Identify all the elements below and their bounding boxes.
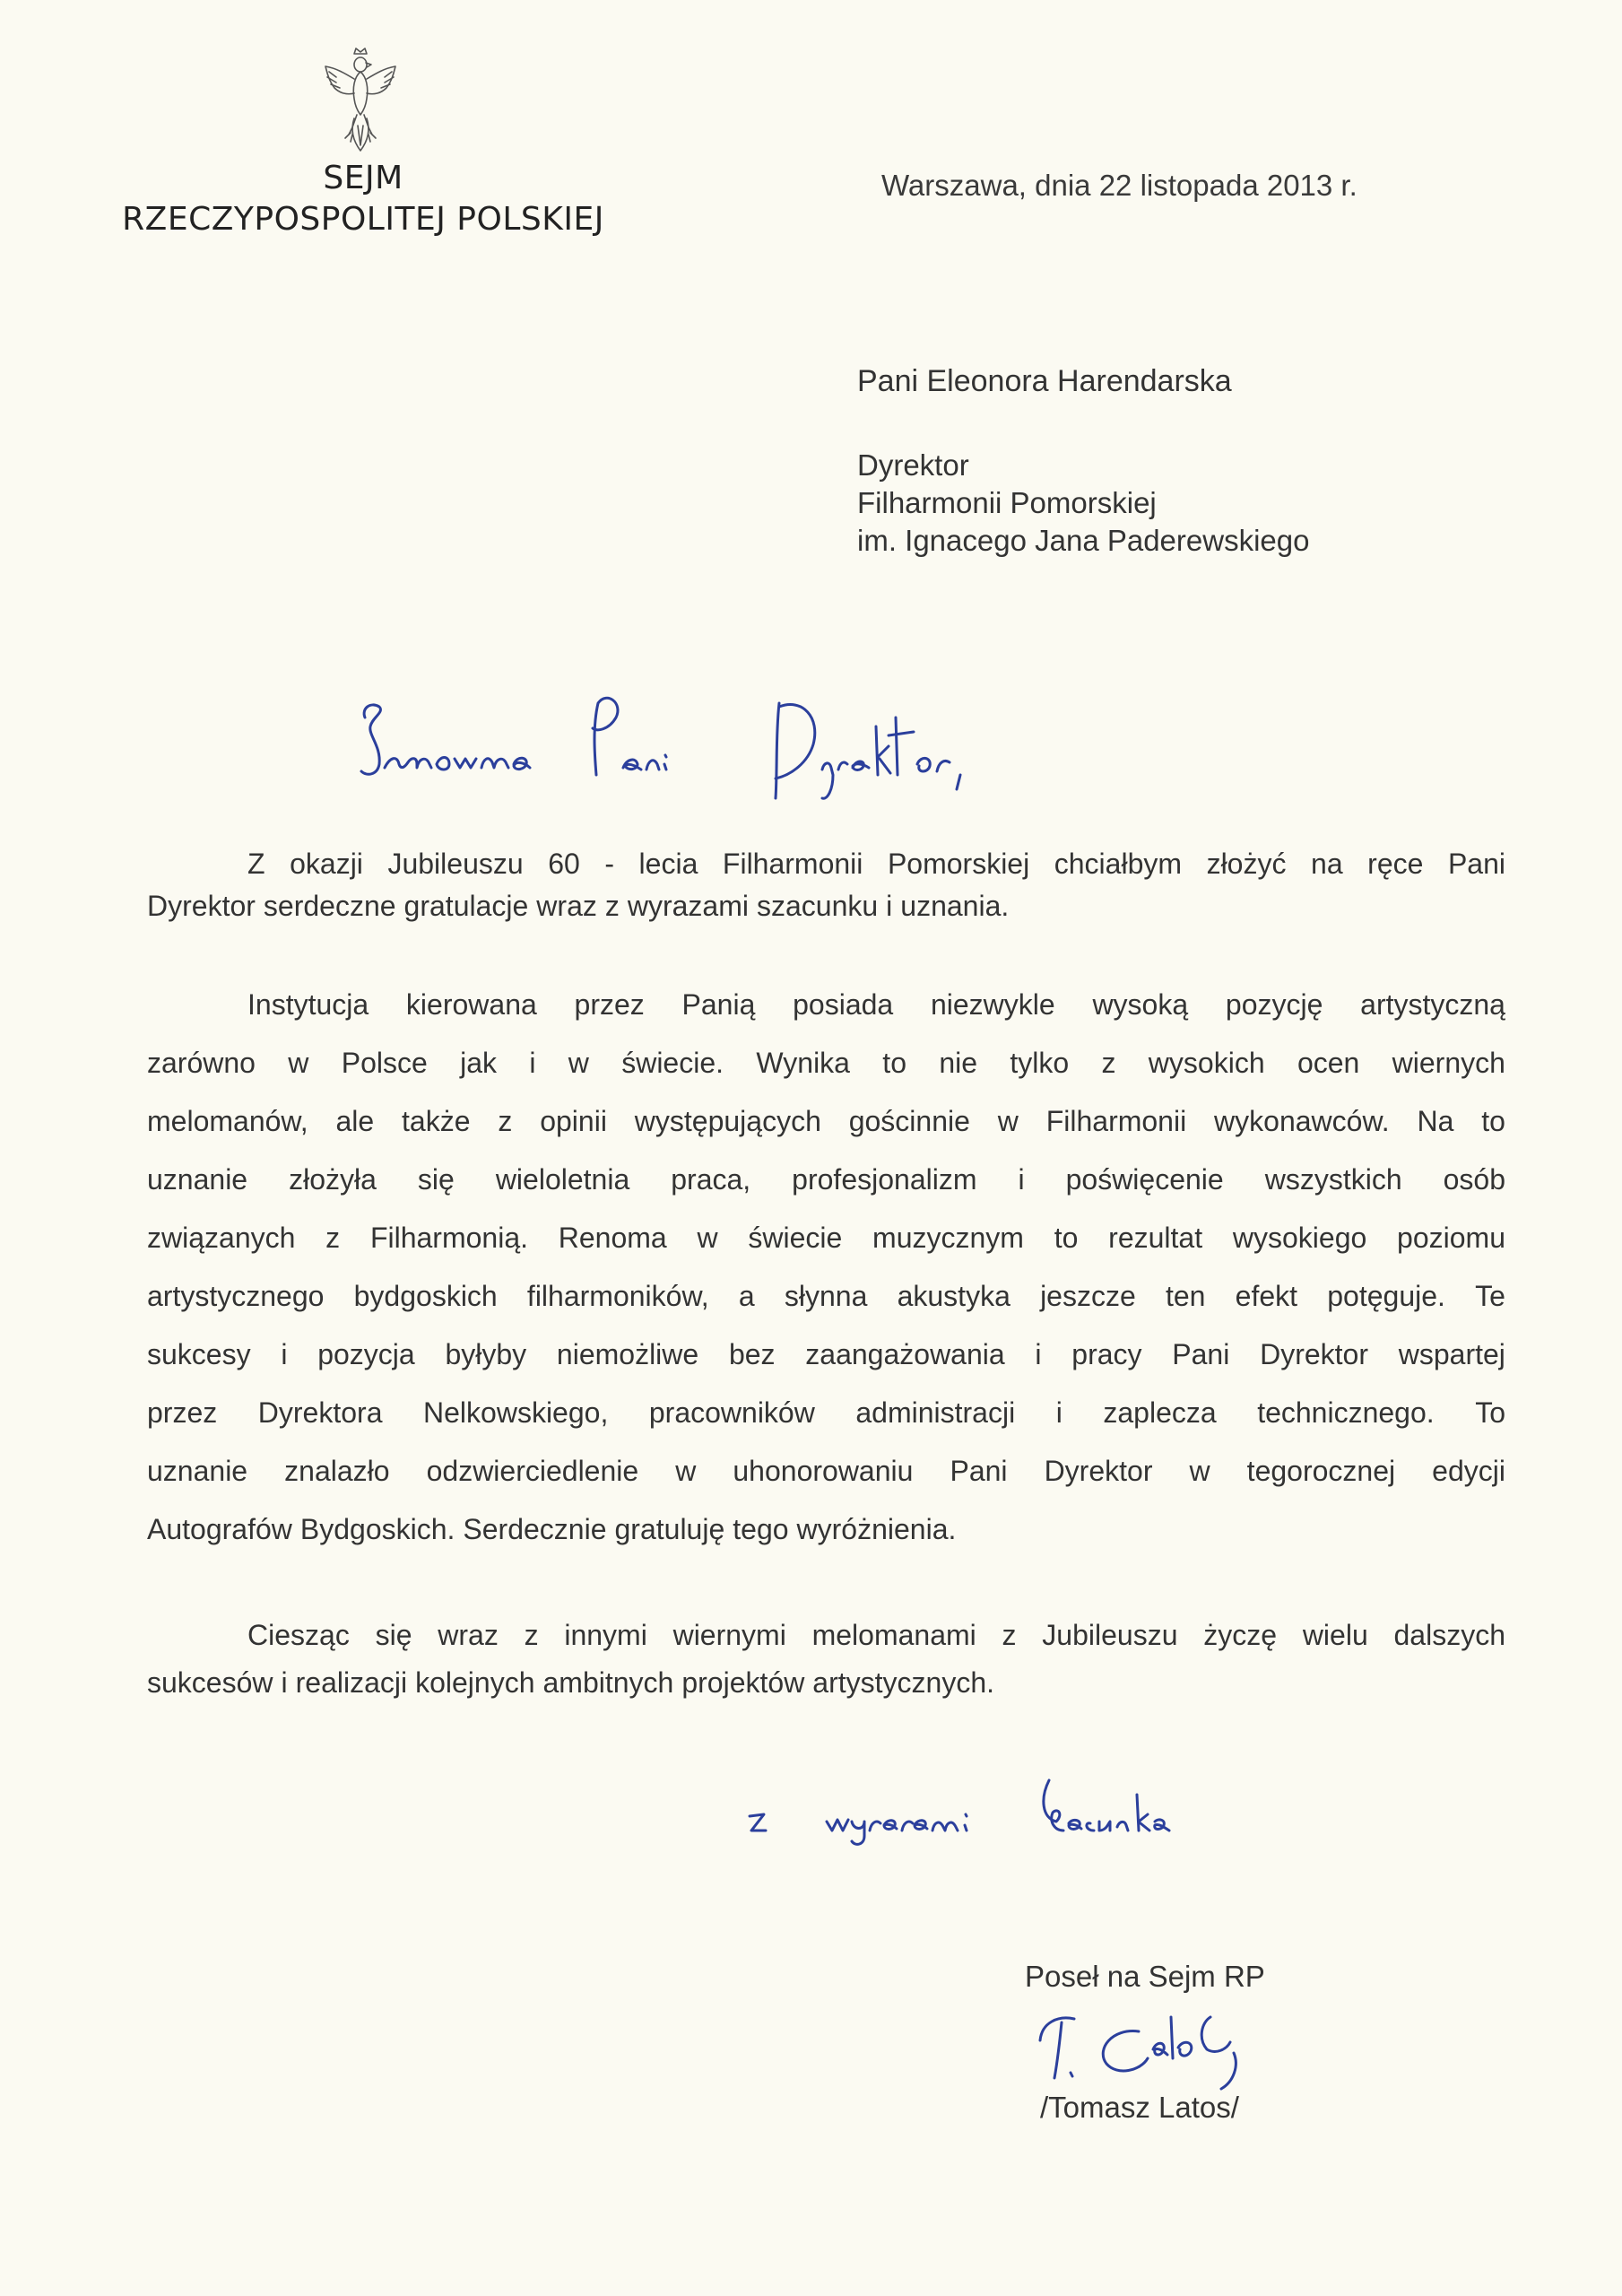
body-word: się: [417, 1163, 455, 1196]
body-word: rezultat: [1108, 1222, 1203, 1254]
handwritten-signature: [1031, 1996, 1300, 2094]
body-word: poświęcenie: [1065, 1163, 1224, 1196]
body-word: gościnnie: [848, 1105, 970, 1137]
body-word: w: [288, 1047, 309, 1079]
body-word: na: [1311, 848, 1343, 880]
body-line: [147, 890, 1505, 926]
body-line: [247, 988, 1505, 1024]
body-word: Autografów: [147, 1513, 292, 1545]
body-word: -: [604, 848, 614, 880]
body-word: Serdecznie: [463, 1513, 607, 1545]
org-line-1: SEJM: [323, 160, 403, 196]
body-word: to: [882, 1047, 906, 1079]
body-word: Dyrektor: [147, 890, 256, 922]
body-word: Bydgoskich.: [299, 1513, 455, 1545]
body-word: w: [675, 1455, 697, 1487]
body-word: pozycję: [1225, 988, 1323, 1021]
body-word: bez: [728, 1338, 776, 1370]
addressee-title-line: Filharmonii Pomorskiej: [857, 486, 1157, 519]
body-word: szacunku: [756, 890, 879, 922]
body-word: okazji: [290, 848, 363, 880]
body-word: tego: [733, 1513, 789, 1545]
body-word: i: [1035, 1338, 1042, 1370]
body-word: serdeczne: [263, 890, 396, 922]
body-word: przez: [147, 1396, 218, 1429]
body-word: także: [402, 1105, 471, 1137]
body-word: tegorocznej: [1246, 1455, 1396, 1487]
body-word: wykonawców.: [1214, 1105, 1390, 1137]
body-word: muzycznym: [872, 1222, 1024, 1254]
body-word: świecie.: [621, 1047, 724, 1079]
body-word: to: [1481, 1105, 1505, 1137]
body-word: Dyrektor: [1260, 1338, 1368, 1370]
body-word: zarówno: [147, 1047, 256, 1079]
body-line: [147, 1163, 1505, 1199]
body-word: w: [1189, 1455, 1210, 1487]
body-word: z: [524, 1619, 539, 1651]
body-word: uznania.: [900, 890, 1010, 922]
body-word: w: [997, 1105, 1019, 1137]
body-word: pracy: [1071, 1338, 1142, 1370]
body-word: Ciesząc: [247, 1619, 350, 1651]
body-word: posiada: [793, 988, 894, 1021]
handwritten-salutation: [354, 682, 1027, 825]
body-word: i: [529, 1047, 536, 1079]
body-line: [147, 1105, 1505, 1141]
body-word: sukcesy: [147, 1338, 251, 1370]
body-word: filharmoników,: [526, 1280, 709, 1312]
body-line: [147, 1666, 1505, 1702]
body-word: ambitnych: [542, 1666, 674, 1699]
body-word: artystyczną: [1360, 988, 1505, 1021]
body-word: zaplecza: [1103, 1396, 1217, 1429]
body-word: pracowników: [648, 1396, 815, 1429]
org-line-2: RZECZYPOSPOLITEJ POLSKIEJ: [122, 201, 604, 238]
body-word: w: [568, 1047, 589, 1079]
body-word: się: [375, 1619, 412, 1651]
body-word: profesjonalizm: [792, 1163, 977, 1196]
body-word: edycji: [1432, 1455, 1505, 1487]
addressee-title: [857, 447, 1309, 560]
body-word: Filharmonią.: [369, 1222, 528, 1254]
body-word: i: [1055, 1396, 1063, 1429]
body-word: opinii: [540, 1105, 607, 1137]
body-word: poziomu: [1397, 1222, 1505, 1254]
body-word: artystycznego: [147, 1280, 325, 1312]
body-line: [147, 1047, 1505, 1083]
body-word: złożyć: [1206, 848, 1287, 880]
body-word: i: [281, 1338, 288, 1370]
body-word: jak: [460, 1047, 497, 1079]
body-word: zaangażowania: [805, 1338, 1005, 1370]
body-word: kolejnych: [415, 1666, 535, 1699]
body-word: Wynika: [756, 1047, 850, 1079]
body-line: [147, 1396, 1505, 1432]
body-word: Pomorskiej: [887, 848, 1030, 880]
body-word: wieloletnia: [495, 1163, 630, 1196]
body-word: wysokiego: [1232, 1222, 1367, 1254]
body-word: i: [281, 1666, 288, 1699]
body-word: to: [1054, 1222, 1079, 1254]
body-word: Pani: [1447, 848, 1505, 880]
body-word: bydgoskich: [353, 1280, 498, 1312]
body-word: melomanów,: [147, 1105, 308, 1137]
body-word: praca,: [671, 1163, 751, 1196]
body-word: Nelkowskiego,: [423, 1396, 609, 1429]
body-word: uznanie: [147, 1455, 248, 1487]
body-word: wielu: [1302, 1619, 1368, 1651]
body-word: wyróżnienia.: [796, 1513, 957, 1545]
handwritten-closing: [744, 1771, 1282, 1852]
body-word: pozycja: [317, 1338, 415, 1370]
body-word: Dyrektora: [257, 1396, 383, 1429]
body-word: wiernych: [1392, 1047, 1505, 1079]
body-word: Pani: [1172, 1338, 1230, 1370]
body-word: Dyrektor: [1044, 1455, 1153, 1487]
body-word: a: [738, 1280, 755, 1312]
body-word: wiernymi: [672, 1619, 786, 1651]
body-word: realizacji: [295, 1666, 408, 1699]
body-word: osób: [1443, 1163, 1505, 1196]
body-word: Na: [1417, 1105, 1454, 1137]
body-word: gratulacje: [403, 890, 529, 922]
body-word: potęguje.: [1327, 1280, 1445, 1312]
body-word: Renoma: [558, 1222, 667, 1254]
organization-name: [81, 158, 646, 240]
body-word: wraz: [438, 1619, 499, 1651]
body-word: niezwykle: [930, 988, 1055, 1021]
signature-name: /Tomasz Latos/: [1040, 2091, 1239, 2124]
body-word: związanych: [147, 1222, 296, 1254]
body-word: byłyby: [445, 1338, 527, 1370]
body-word: administracji: [855, 1396, 1016, 1429]
body-word: złożyła: [289, 1163, 377, 1196]
body-word: Jubileuszu: [1042, 1619, 1178, 1651]
body-word: melomanami: [811, 1619, 976, 1651]
body-word: innymi: [564, 1619, 647, 1651]
body-word: z: [1002, 1619, 1017, 1651]
body-word: technicznego.: [1257, 1396, 1435, 1429]
body-word: Filharmonii: [1045, 1105, 1187, 1137]
body-line: [147, 1513, 1505, 1549]
body-word: słynna: [784, 1280, 868, 1312]
body-word: uznanie: [147, 1163, 248, 1196]
eagle-emblem-icon: [318, 47, 403, 154]
body-word: odzwierciedlenie: [426, 1455, 639, 1487]
letter-date: Warszawa, dnia 22 listopada 2013 r.: [881, 169, 1357, 202]
body-word: wysokich: [1148, 1047, 1265, 1079]
body-word: wyrazami: [627, 890, 749, 922]
addressee-title-line: Dyrektor: [857, 448, 969, 482]
body-word: jeszcze: [1040, 1280, 1136, 1312]
body-line: [147, 1338, 1505, 1374]
body-word: Pani: [950, 1455, 1008, 1487]
body-word: występujących: [634, 1105, 821, 1137]
body-word: gratuluję: [614, 1513, 725, 1545]
body-word: projektów: [681, 1666, 805, 1699]
body-line: [147, 1222, 1505, 1257]
body-word: sukcesów: [147, 1666, 273, 1699]
body-line: [247, 848, 1505, 883]
addressee-name: Pani Eleonora Harendarska: [857, 364, 1232, 398]
body-word: Polsce: [341, 1047, 428, 1079]
addressee-title-line: im. Ignacego Jana Paderewskiego: [857, 524, 1310, 557]
body-word: dalszych: [1393, 1619, 1505, 1651]
body-word: z: [604, 890, 620, 922]
body-line: [247, 1619, 1505, 1655]
body-word: 60: [548, 848, 580, 880]
body-word: wysoką: [1092, 988, 1189, 1021]
signature-role: Poseł na Sejm RP: [1025, 1960, 1265, 1993]
body-word: Z: [247, 848, 265, 880]
body-word: lecia: [638, 848, 698, 880]
body-word: w: [697, 1222, 718, 1254]
body-word: wraz: [536, 890, 597, 922]
body-line: [147, 1455, 1505, 1491]
body-word: Filharmonii: [722, 848, 863, 880]
body-word: akustyka: [897, 1280, 1010, 1312]
body-word: z: [498, 1105, 513, 1137]
body-word: chciałbym: [1054, 848, 1183, 880]
body-word: uhonorowaniu: [733, 1455, 914, 1487]
body-word: efekt: [1235, 1280, 1298, 1312]
body-word: wszystkich: [1264, 1163, 1402, 1196]
body-word: To: [1475, 1396, 1505, 1429]
body-word: Jubileuszu: [387, 848, 524, 880]
body-word: życzę: [1203, 1619, 1278, 1651]
body-word: z: [1101, 1047, 1116, 1079]
body-word: świecie: [748, 1222, 843, 1254]
body-word: wspartej: [1398, 1338, 1505, 1370]
body-word: i: [1018, 1163, 1025, 1196]
body-word: ten: [1165, 1280, 1206, 1312]
body-word: przez: [574, 988, 645, 1021]
body-word: tylko: [1010, 1047, 1070, 1079]
body-word: Instytucja: [247, 988, 369, 1021]
body-word: nie: [939, 1047, 978, 1079]
body-word: Te: [1475, 1280, 1505, 1312]
body-line: [147, 1280, 1505, 1316]
body-word: kierowana: [405, 988, 537, 1021]
body-word: znalazło: [284, 1455, 390, 1487]
body-word: niemożliwe: [556, 1338, 699, 1370]
body-word: Panią: [681, 988, 756, 1021]
body-word: i: [886, 890, 893, 922]
body-word: ocen: [1297, 1047, 1360, 1079]
body-word: ręce: [1367, 848, 1424, 880]
body-word: z: [325, 1222, 341, 1254]
body-word: artystycznych.: [812, 1666, 995, 1699]
body-word: ale: [335, 1105, 375, 1137]
